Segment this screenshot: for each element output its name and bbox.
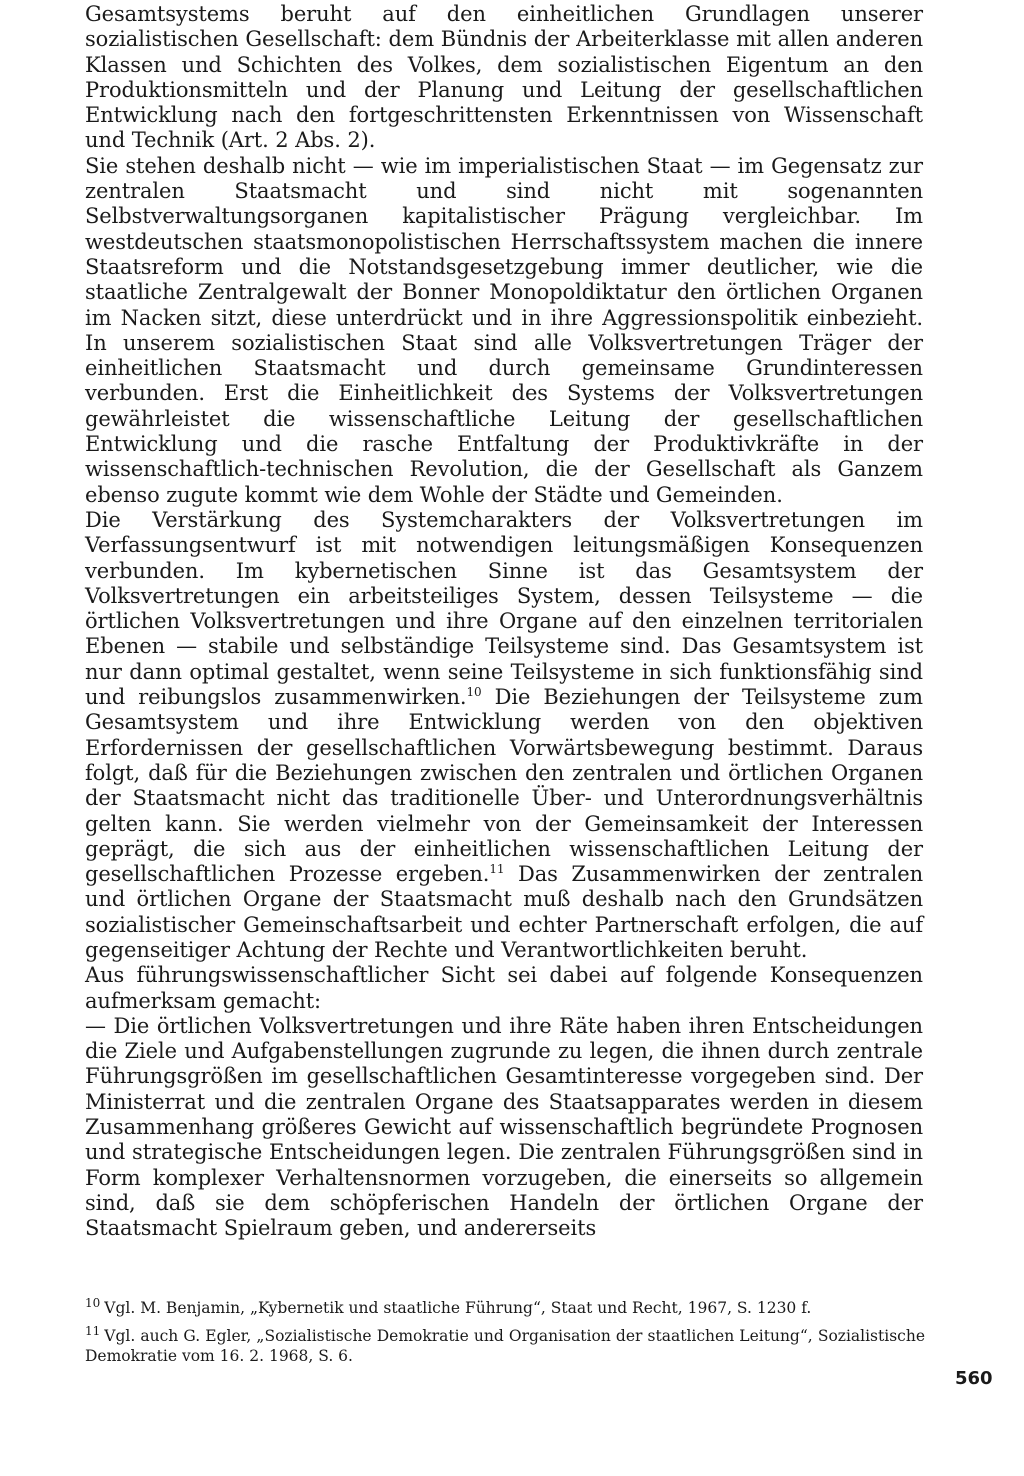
paragraph-2: Sie stehen deshalb nicht — wie im imperialistischen Staat — im Gegensatz zur zentralen Staatsmacht und sind nicht mit sogenannten Selbstverwaltungsorganen kapitalistischer Prägung vergleichbar. Im westdeutschen staatsmonopolistischen Herrschaftssystem machen die innere Staatsreform und die Notstandsgesetzgebung immer deutlicher, wie die staatliche Zentralgewalt der Bonner Monopoldiktatur den örtlichen Organen im Nacken sitzt, diese unterdrückt und in ihre Aggressionspolitik einbezieht. In unserem sozialistischen Staat sind alle Volksvertretungen Träger der einheitlichen Staatsmacht und durch gemeinsame Grundinteressen verbunden. Erst die Einheitlichkeit des Systems der Volksvertretungen gewährleistet die wissenschaftliche Leitung der gesellschaftlichen Entwicklung und die rasche Entfaltung der Produktivkräfte in der wissenschaftlich-technischen Revolution, die der Gesellschaft als Ganzem ebenso zugute kommt wie dem Wohle der Städte und Gemeinden. bbox=[85, 153, 923, 507]
footnote-number: 10 bbox=[85, 1295, 101, 1310]
paragraph-3-part-c: Das Zusammenwirken der zentralen und örtlichen Organe der Staatsmacht muß deshalb nach den Grundsätzen sozialistischer Gemeinschaftsarbeit und echter Partnerschaft erfolgen, die auf gegenseitiger Achtung der Rechte und Verantwortlichkeiten beruht. bbox=[85, 862, 923, 962]
footnote-10 bbox=[85, 1295, 925, 1318]
paragraph-4: Aus führungswissenschaftlicher Sicht sei dabei auf folgende Konsequenzen aufmerksam gemacht: bbox=[85, 963, 923, 1013]
paragraph-3 bbox=[85, 508, 923, 963]
page-number: 560 bbox=[955, 1368, 993, 1389]
paragraph-1: Gesamtsystems beruht auf den einheitlichen Grundlagen unserer sozialistischen Gesellschaft: dem Bündnis der Arbeiterklasse mit allen anderen Klassen und Schichten des Volkes, dem sozialistischen Eigentum an den Produktionsmitteln und der Planung und Leitung der gesellschaftlichen Entwicklung nach den fortgeschrittensten Erkenntnissen von Wissenschaft und Technik (Art. 2 Abs. 2). bbox=[85, 2, 923, 153]
paragraph-3-part-a: Die Verstärkung des Systemcharakters der Volksvertretungen im Verfassungsentwurf ist mit notwendigen leitungsmäßigen Konsequenzen verbunden. Im kybernetischen Sinne ist das Gesamtsystem der Volksvertretungen ein arbeitsteiliges System, dessen Teilsysteme — die örtlichen Volksvertretungen und ihre Organe auf den einzelnen territorialen Ebenen — stabile und selbständige Teilsysteme sind. Das Gesamtsystem ist nur dann optimal gestaltet, wenn seine Teilsysteme in sich funktionsfähig sind und reibungslos zusammenwirken. bbox=[85, 507, 923, 710]
main-text bbox=[85, 2, 923, 1242]
footnote-11 bbox=[85, 1323, 925, 1366]
footnote-ref-11[interactable]: 11 bbox=[489, 862, 505, 877]
footnote-ref-10[interactable]: 10 bbox=[466, 685, 482, 700]
paragraph-5: — Die örtlichen Volksvertretungen und ihre Räte haben ihren Entscheidungen die Ziele und Aufgabenstellungen zugrunde zu legen, die ihnen durch zentrale Führungsgrößen im gesellschaftlichen Gesamtinteresse vorgegeben sind. Der Ministerrat und die zentralen Organe des Staatsapparates werden in diesem Zusammenhang größeres Gewicht auf wissenschaftlich begründete Prognosen und strategische Entscheidungen legen. Die zentralen Führungsgrößen sind in Form komplexer Verhaltensnormen vorzugeben, die einerseits so allgemein sind, daß sie dem schöpferischen Handeln der örtlichen Organe der Staatsmacht Spielraum geben, und andererseits bbox=[85, 1013, 923, 1241]
paragraph-3-part-b: Die Beziehungen der Teilsysteme zum Gesamtsystem und ihre Entwicklung werden von den objektiven Erfordernissen der gesellschaftlichen Vorwärtsbewegung bestimmt. Daraus folgt, daß für die Beziehungen zwischen den zentralen und örtlichen Organen der Staatsmacht nicht das traditionelle Über- und Unterordnungsverhältnis gelten kann. Sie werden vielmehr von der Gemeinsamkeit der Interessen geprägt, die sich aus der einheitlichen wissenschaftlichen Leitung der gesellschaftlichen Prozesse ergeben. bbox=[85, 685, 923, 887]
footnote-text: Vgl. M. Benjamin, „Kybernetik und staatliche Führung“, Staat und Recht, 1967, S. 1230 f. bbox=[104, 1299, 812, 1317]
footnote-text: Vgl. auch G. Egler, „Sozialistische Demokratie und Organisation der staatlichen Leitung“, Sozialistische Demokratie vom 16. 2. 1968, S. 6. bbox=[85, 1327, 925, 1365]
footnote-number: 11 bbox=[85, 1323, 101, 1338]
footnotes bbox=[85, 1295, 925, 1374]
